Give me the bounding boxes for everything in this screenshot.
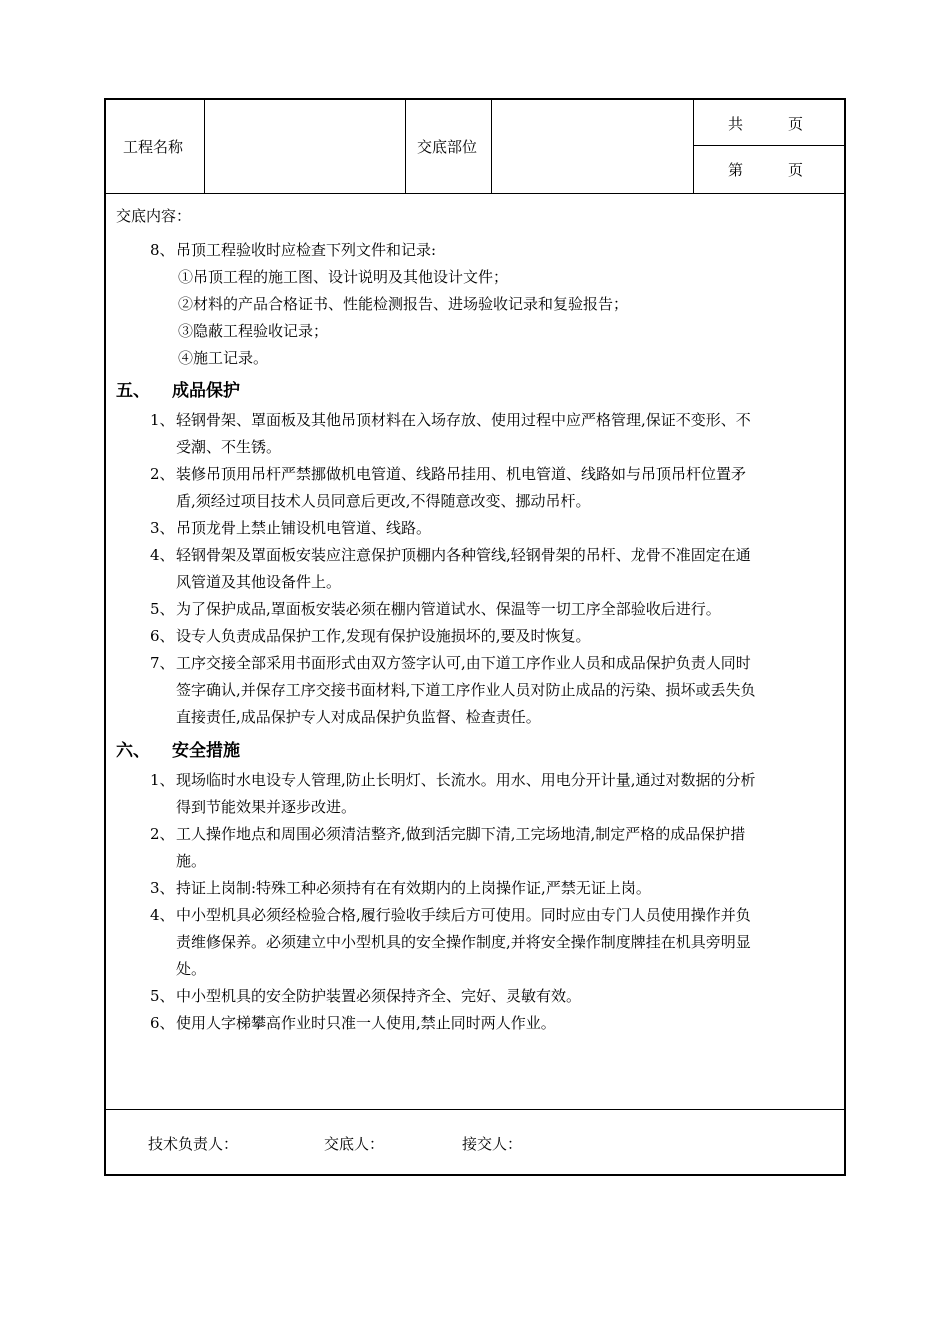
sub-item: ②材料的产品合格证书、性能检测报告、进场验收记录和复验报告； bbox=[178, 295, 629, 313]
section-number: 六、 bbox=[116, 741, 150, 761]
item-text: 使用人字梯攀高作业时只准一人使用,禁止同时两人作业。 bbox=[176, 1014, 556, 1032]
item-number: 1、 bbox=[150, 771, 175, 789]
item-text: 中小型机具的安全防护装置必须保持齐全、完好、灵敏有效。 bbox=[176, 987, 582, 1005]
divider bbox=[693, 145, 844, 146]
item-text: 吊顶工程验收时应检查下列文件和记录: bbox=[176, 241, 437, 259]
item-text: 为了保护成品,罩面板安装必须在棚内管道试水、保温等一切工序全部验收后进行。 bbox=[176, 600, 721, 618]
item-text: 工人操作地点和周围必须清洁整齐,做到活完脚下清,工完场地清,制定严格的成品保护措 bbox=[176, 825, 746, 843]
item-text: 盾,须经过项目技术人员同意后更改,不得随意改变、挪动吊杆。 bbox=[176, 492, 591, 510]
presenter-label: 交底人： bbox=[324, 1135, 385, 1153]
receiver-label: 接交人： bbox=[462, 1135, 523, 1153]
header-table bbox=[106, 100, 844, 194]
item-number: 1、 bbox=[150, 411, 175, 429]
sub-item: ④施工记录。 bbox=[178, 349, 269, 367]
item-text: 轻钢骨架及罩面板安装应注意保护顶棚内各种管线,轻钢骨架的吊杆、龙骨不准固定在通 bbox=[176, 546, 751, 564]
item-number: 2、 bbox=[150, 825, 175, 843]
item-text: 施。 bbox=[176, 852, 207, 870]
item-text: 风管道及其他设备件上。 bbox=[176, 573, 342, 591]
content-label: 交底内容： bbox=[116, 207, 192, 225]
item-number: 6、 bbox=[150, 1014, 175, 1032]
position-label: 交底部位 bbox=[417, 138, 478, 156]
sub-item: ①吊顶工程的施工图、设计说明及其他设计文件； bbox=[178, 268, 509, 286]
divider bbox=[405, 100, 406, 193]
item-number: 4、 bbox=[150, 906, 175, 924]
item-text: 现场临时水电设专人管理,防止长明灯、长流水。用水、用电分开计量,通过对数据的分析 bbox=[176, 771, 756, 789]
item-text: 签字确认,并保存工序交接书面材料,下道工序作业人员对防止成品的污染、损坏或丢失负 bbox=[176, 681, 756, 699]
item-text: 轻钢骨架、罩面板及其他吊顶材料在入场存放、使用过程中应严格管理,保证不变形、不 bbox=[176, 411, 751, 429]
item-text: 吊顶龙骨上禁止铺设机电管道、线路。 bbox=[176, 519, 432, 537]
sub-item: ③隐蔽工程验收记录； bbox=[178, 322, 329, 340]
item-text: 设专人负责成品保护工作,发现有保护设施损坏的,要及时恢复。 bbox=[176, 627, 591, 645]
signature-footer bbox=[106, 1109, 844, 1176]
item-number: 5、 bbox=[150, 987, 175, 1005]
item-text: 处。 bbox=[176, 960, 207, 978]
item-text: 工序交接全部采用书面形式由双方签字认可,由下道工序作业人员和成品保护负责人同时 bbox=[176, 654, 751, 672]
project-name-label: 工程名称 bbox=[123, 138, 184, 156]
item-number: 3、 bbox=[150, 879, 175, 897]
section-title: 成品保护 bbox=[172, 381, 240, 401]
item-number: 5、 bbox=[150, 600, 175, 618]
item-number: 6、 bbox=[150, 627, 175, 645]
item-text: 持证上岗制:特殊工种必须持有在有效期内的上岗操作证,严禁无证上岗。 bbox=[176, 879, 651, 897]
item-text: 直接责任,成品保护专人对成品保护负监督、检查责任。 bbox=[176, 708, 541, 726]
total-pages: 共 页 bbox=[728, 115, 804, 133]
item-text: 得到节能效果并逐步改进。 bbox=[176, 798, 357, 816]
item-text: 受潮、不生锈。 bbox=[176, 438, 282, 456]
item-text: 中小型机具必须经检验合格,履行验收手续后方可使用。同时应由专门人员使用操作并负 bbox=[176, 906, 751, 924]
divider bbox=[204, 100, 205, 193]
divider bbox=[693, 100, 694, 193]
item-number: 8、 bbox=[150, 241, 175, 259]
section-title: 安全措施 bbox=[172, 741, 240, 761]
divider bbox=[491, 100, 492, 193]
item-text: 责维修保养。必须建立中小型机具的安全操作制度,并将安全操作制度牌挂在机具旁明显 bbox=[176, 933, 751, 951]
item-number: 7、 bbox=[150, 654, 175, 672]
section-number: 五、 bbox=[116, 381, 150, 401]
item-number: 4、 bbox=[150, 546, 175, 564]
item-number: 2、 bbox=[150, 465, 175, 483]
tech-lead-label: 技术负责人： bbox=[148, 1135, 239, 1153]
form-frame bbox=[104, 98, 846, 1176]
item-number: 3、 bbox=[150, 519, 175, 537]
item-text: 装修吊顶用吊杆严禁挪做机电管道、线路吊挂用、机电管道、线路如与吊顶吊杆位置矛 bbox=[176, 465, 747, 483]
page-number: 第 页 bbox=[728, 161, 804, 179]
